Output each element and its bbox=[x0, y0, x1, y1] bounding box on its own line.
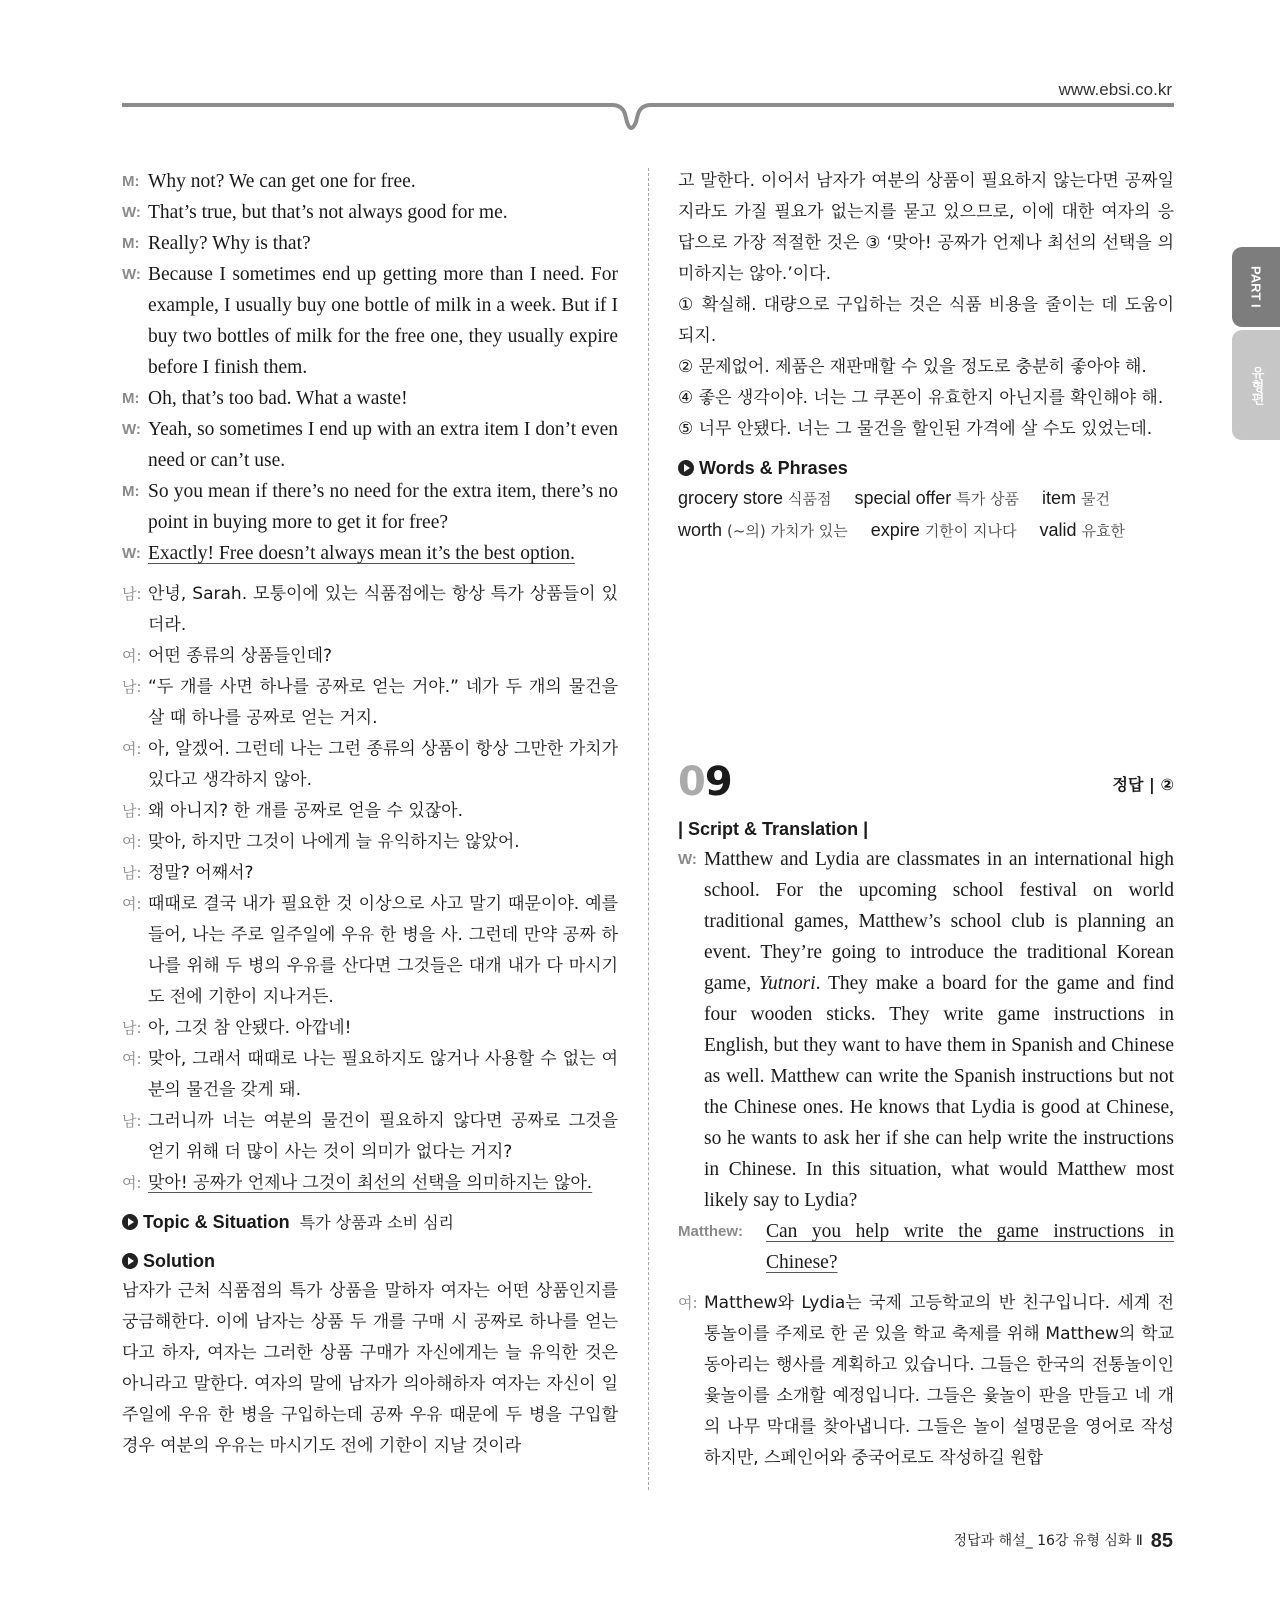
left-column bbox=[122, 166, 618, 1462]
topic-heading: Topic & Situation 특가 상품과 소비 심리 bbox=[122, 1207, 618, 1238]
right-column bbox=[678, 166, 1174, 547]
translation-line: 여: 어떤 종류의 상품들인데? bbox=[122, 646, 333, 666]
question-number: 09 bbox=[678, 759, 732, 805]
site-url: www.ebsi.co.kr bbox=[1058, 80, 1172, 99]
translation-line: 여: 아, 알겠어. 그런데 나는 그런 종류의 상품이 항상 그만한 가치가 있다고 생각하지 않아. bbox=[122, 739, 618, 790]
dialogue-line: M: So you mean if there’s no need for the extra item, there’s no point in buying more to get it for free? bbox=[122, 481, 618, 533]
translation-answer-line: 여: 맞아! 공짜가 언제나 그것이 최선의 선택을 의미하지는 않아. bbox=[122, 1173, 593, 1193]
solution-heading: Solution bbox=[122, 1246, 618, 1276]
header-rule bbox=[122, 100, 1174, 140]
dialogue-answer-line: W: Exactly! Free doesn’t always mean it’s the best option. bbox=[122, 543, 575, 564]
translation-line: 남: 정말? 어째서? bbox=[122, 863, 254, 883]
dialogue-line: W: Because I sometimes end up getting more than I need. For example, I usually buy one bottle of milk in a week. But if I buy two bottles of milk for the free one, they usually expire before I finish them. bbox=[122, 264, 618, 378]
dialogue-line: M: Really? Why is that? bbox=[122, 233, 311, 254]
translation-line: 남: 안녕, Sarah. 모퉁이에 있는 식품점에는 항상 특가 상품들이 있더라. bbox=[122, 584, 618, 635]
dialogue-line: M: Oh, that’s too bad. What a waste! bbox=[122, 388, 408, 409]
play-circle-icon bbox=[678, 460, 694, 476]
translation-line: 남: “두 개를 사면 하나를 공짜로 얻는 거야.” 네가 두 개의 물건을 살 때 하나를 공짜로 얻는 거지. bbox=[122, 677, 618, 728]
translation-line: 남: 그러니까 너는 여분의 물건이 필요하지 않다면 공짜로 그것을 얻기 위해 더 많이 사는 것이 의미가 없다는 거지? bbox=[122, 1111, 618, 1162]
option-item: ① 확실해. 대량으로 구입하는 것은 식품 비용을 줄이는 데 도움이 되지. bbox=[678, 295, 1174, 346]
translation-line: 남: 왜 아니지? 한 개를 공짜로 얻을 수 있잖아. bbox=[122, 801, 464, 821]
words-row: worth (~의) 가치가 있는 expire 기한이 지나다 valid 유효한 bbox=[678, 520, 1126, 540]
translation-line: 남: 아, 그것 참 안됐다. 아깝네! bbox=[122, 1018, 352, 1038]
answer-label: 정답 | ② bbox=[1112, 775, 1174, 794]
page-footer: 정답과 해설_ 16강 유형 심화 Ⅱ 85 bbox=[953, 1530, 1173, 1552]
side-tab-section[interactable]: 유형편 bbox=[1232, 330, 1280, 440]
page-number: 85 bbox=[1150, 1530, 1173, 1552]
script-translation-heading: | Script & Translation | bbox=[678, 819, 869, 839]
words-heading: Words & Phrases bbox=[678, 453, 1174, 483]
dialogue-line: W: That’s true, but that’s not always good for me. bbox=[122, 202, 508, 223]
column-divider bbox=[648, 168, 649, 1490]
dialogue-line: W: Yeah, so sometimes I end up with an extra item I don’t even need or can’t use. bbox=[122, 419, 618, 471]
option-item: ④ 좋은 생각이야. 너는 그 쿠폰이 유효한지 아닌지를 확인해야 해. bbox=[678, 388, 1164, 408]
option-item: ② 문제없어. 제품은 재판매할 수 있을 정도로 충분히 좋아야 해. bbox=[678, 357, 1147, 377]
matthew-answer-line: Matthew: Can you help write the game instructions in Chinese? bbox=[678, 1221, 1174, 1273]
narration: W: Matthew and Lydia are classmates in an international high school. For the upcoming school festival on world traditional games, Matthew’s school club is planning an event. They’re going to introduce the traditional Korean game, Yutnori. They make a board for the game and find four wooden sticks. They write game instructions in English, but they want to have them in Spanish and Chinese as well. Matthew can write the Spanish instructions but not the Chinese ones. He knows that Lydia is good at Chinese, so he wants to ask her if she can help write the instructions in Chinese. In this situation, what would Matthew most likely say to Lydia? bbox=[678, 849, 1174, 1211]
side-tab-part[interactable]: PART I bbox=[1232, 247, 1280, 327]
play-circle-icon bbox=[122, 1214, 138, 1230]
side-tabs bbox=[1232, 247, 1280, 443]
words-row: grocery store 식품점 special offer 특가 상품 item 물건 bbox=[678, 488, 1111, 508]
translation-line: 여: 맞아, 하지만 그것이 나에게 늘 유익하지는 않았어. bbox=[122, 832, 520, 852]
play-circle-icon bbox=[122, 1253, 138, 1269]
dialogue-line: M: Why not? We can get one for free. bbox=[122, 171, 416, 192]
solution-text: 남자가 근처 식품점의 특가 상품을 말하자 여자는 어떤 상품인지를 궁금해한다. 이에 남자는 상품 두 개를 구매 시 공짜로 하나를 얻는다고 하자, 여자는 그러한 상품 구매가 자신에게는 늘 유익한 것은 아니라고 말한다. 여자의 말에 남자가 의아해하자 여자는 자신이 일주일에 우유 한 병을 구입하는데 공짜 우유 때문에 두 병을 구입할 경우 여분의 우유는 마시기도 전에 기한이 지날 것이라 bbox=[122, 1281, 618, 1456]
question-09 bbox=[678, 760, 1174, 1474]
solution-continued: 고 말한다. 이어서 남자가 여분의 상품이 필요하지 않는다면 공짜일지라도 가질 필요가 없는지를 묻고 있으므로, 이에 대한 여자의 응답으로 가장 적절한 것은 ③ ‘맞아! 공짜가 언제나 최선의 선택을 의미하지는 않아.’이다. bbox=[678, 171, 1174, 284]
narration-translation: 여: Matthew와 Lydia는 국제 고등학교의 반 친구입니다. 세계 전통놀이를 주제로 한 곧 있을 학교 축제를 위해 Matthew의 학교 동아리는 행사를 계획하고 있습니다. 그들은 한국의 전통놀이인 윷놀이를 소개할 예정입니다. 그들은 윷놀이 판을 만들고 네 개의 나무 막대를 찾아냅니다. 그들은 놀이 설명문을 영어로 작성하지만, 스페인어와 중국어로도 작성하길 원합 bbox=[678, 1293, 1174, 1468]
translation-line: 여: 맞아, 그래서 때때로 나는 필요하지도 않거나 사용할 수 없는 여분의 물건을 갖게 돼. bbox=[122, 1049, 618, 1100]
translation-line: 여: 때때로 결국 내가 필요한 것 이상으로 사고 말기 때문이야. 예를 들어, 나는 주로 일주일에 우유 한 병을 사. 그런데 만약 공짜 하나를 위해 두 병의 우유를 산다면 그것들은 대개 내가 다 마시기도 전에 기한이 지나거든. bbox=[122, 894, 618, 1007]
game-name: Yutnori bbox=[758, 973, 816, 994]
option-item: ⑤ 너무 안됐다. 너는 그 물건을 할인된 가격에 살 수도 있었는데. bbox=[678, 419, 1153, 439]
